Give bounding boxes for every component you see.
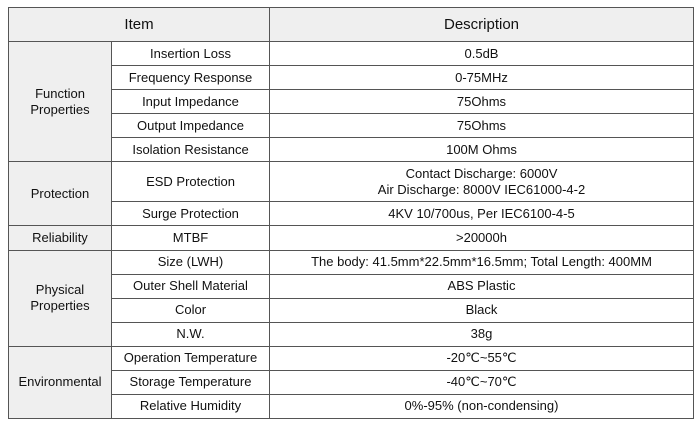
description-line: 0-75MHz [455, 69, 508, 85]
item-cell: Input Impedance [112, 90, 270, 114]
description-line: 38g [470, 326, 493, 342]
description-cell [270, 114, 694, 138]
header-item: Item [9, 8, 270, 42]
description-line: 0.5dB [464, 45, 499, 61]
description-cell [270, 274, 694, 298]
description-cell [270, 370, 694, 394]
item-cell: Outer Shell Material [112, 274, 270, 298]
group-label-line: Reliability [32, 230, 88, 245]
group-label [9, 250, 112, 346]
table-row [9, 202, 694, 226]
description-cell [270, 250, 694, 274]
description-cell [270, 66, 694, 90]
description-line: 100M Ohms [446, 141, 517, 157]
description-cell [270, 394, 694, 418]
group-label-line: Environmental [18, 374, 102, 390]
table-row [9, 90, 694, 114]
description-line: 75Ohms [456, 117, 507, 133]
group-label [9, 42, 112, 162]
item-cell: Surge Protection [112, 202, 270, 226]
description-line: Black [465, 302, 498, 318]
table-row [9, 298, 694, 322]
group-label [9, 346, 112, 418]
table-row [9, 394, 694, 418]
description-line: >20000h [456, 230, 507, 245]
table-row [9, 346, 694, 370]
group-label-line: Properties [30, 298, 90, 314]
table-row [9, 322, 694, 346]
header-description: Description [270, 8, 694, 42]
description-line: The body: 41.5mm*22.5mm*16.5mm; Total Length: 400MM [311, 254, 652, 270]
spec-table [8, 7, 694, 419]
header-row [9, 8, 694, 42]
group-label [9, 226, 112, 250]
description-line: ABS Plastic [447, 278, 516, 294]
group-label-line: Properties [30, 101, 90, 117]
description-cell [270, 90, 694, 114]
description-line: Air Discharge: 8000V IEC61000-4-2 [377, 181, 586, 197]
item-cell: N.W. [112, 322, 270, 346]
description-cell [270, 202, 694, 226]
table-row [9, 162, 694, 202]
description-line: Contact Discharge: 6000V [405, 165, 558, 181]
item-cell: Size (LWH) [112, 250, 270, 274]
description-cell [270, 298, 694, 322]
group-label-line: Physical [35, 282, 85, 298]
table-row [9, 42, 694, 66]
description-line: -40℃~70℃ [446, 374, 517, 390]
group-label-line: Function [35, 85, 85, 101]
item-cell: Storage Temperature [112, 370, 270, 394]
item-cell: Relative Humidity [112, 394, 270, 418]
description-line: 0%-95% (non-condensing) [404, 398, 559, 414]
item-cell: Frequency Response [112, 66, 270, 90]
description-cell [270, 162, 694, 202]
table-row [9, 66, 694, 90]
item-cell: Insertion Loss [112, 42, 270, 66]
item-cell: Isolation Resistance [112, 138, 270, 162]
description-line: -20℃~55℃ [446, 350, 517, 366]
item-cell: Operation Temperature [112, 346, 270, 370]
table-row [9, 138, 694, 162]
description-line: 4KV 10/700us, Per IEC6100-4-5 [388, 205, 575, 221]
description-cell [270, 42, 694, 66]
item-cell: Output Impedance [112, 114, 270, 138]
group-label [9, 162, 112, 226]
table-row [9, 274, 694, 298]
description-line: 75Ohms [456, 93, 507, 109]
table-row [9, 114, 694, 138]
table-row [9, 250, 694, 274]
table-row [9, 226, 694, 250]
table-row [9, 370, 694, 394]
description-cell [270, 138, 694, 162]
item-cell: MTBF [112, 226, 270, 250]
item-cell: ESD Protection [112, 162, 270, 202]
item-cell: Color [112, 298, 270, 322]
group-label-line: Protection [30, 185, 90, 201]
description-cell [270, 226, 694, 250]
description-cell [270, 322, 694, 346]
description-cell [270, 346, 694, 370]
spec-body [9, 42, 694, 419]
